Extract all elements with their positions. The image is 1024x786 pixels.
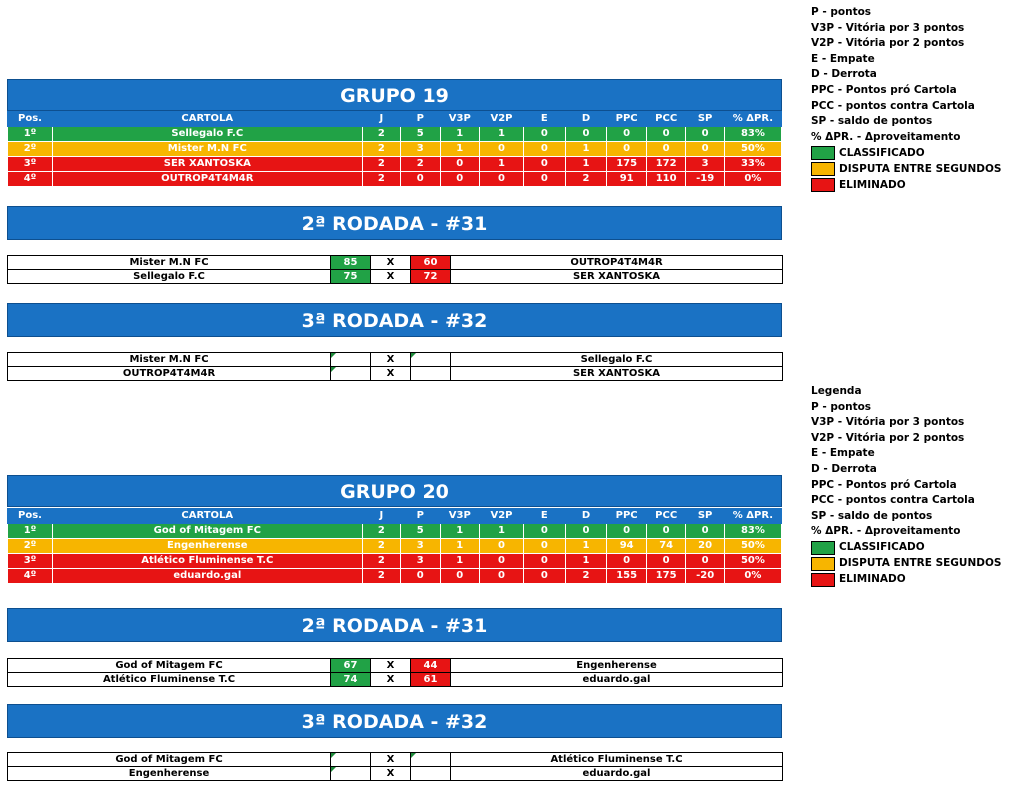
home-team: Mister M.N FC xyxy=(8,256,331,270)
home-team: Mister M.N FC xyxy=(8,353,331,367)
cell-p: 0 xyxy=(401,172,441,187)
cell-v2p: 0 xyxy=(480,172,524,187)
cell-e: 0 xyxy=(523,524,565,539)
swatch-label: DISPUTA ENTRE SEGUNDOS xyxy=(839,557,1002,570)
cell-d: 1 xyxy=(565,157,607,172)
table-row xyxy=(8,142,782,157)
col-p: P xyxy=(401,509,441,524)
group-19-round-3-title: 3ª RODADA - #32 xyxy=(7,303,782,337)
cell-v3p: 0 xyxy=(440,569,480,584)
cell-p: 5 xyxy=(401,524,441,539)
swatch-label: ELIMINADO xyxy=(839,573,906,586)
team-name: eduardo.gal xyxy=(53,569,363,584)
group-19-standings xyxy=(7,111,782,187)
home-team: Engenherense xyxy=(8,767,331,781)
versus: X xyxy=(371,673,411,687)
cell-j: 2 xyxy=(362,524,400,539)
col-v2p: V2P xyxy=(480,509,524,524)
cell-v3p: 1 xyxy=(440,142,480,157)
cell-j: 2 xyxy=(362,569,400,584)
cell-pcc: 74 xyxy=(646,539,686,554)
versus: X xyxy=(371,767,411,781)
cell-p: 5 xyxy=(401,127,441,142)
group-19-round-2-matches xyxy=(7,255,783,284)
home-team: Atlético Fluminense T.C xyxy=(8,673,331,687)
away-team: SER XANTOSKA xyxy=(451,270,783,284)
col-pos: Pos. xyxy=(8,509,53,524)
cell-apr: 50% xyxy=(724,539,781,554)
green-swatch xyxy=(811,146,835,160)
legend-item: PPC - Pontos pró Cartola xyxy=(811,478,957,491)
cell-v2p: 0 xyxy=(480,569,524,584)
home-team: OUTROP4T4M4R xyxy=(8,367,331,381)
team-name: God of Mitagem FC xyxy=(53,524,363,539)
table-row xyxy=(8,172,782,187)
cell-e: 0 xyxy=(523,569,565,584)
versus: X xyxy=(371,270,411,284)
cell-e: 0 xyxy=(523,539,565,554)
cell-e: 0 xyxy=(523,172,565,187)
cell-apr: 0% xyxy=(724,569,781,584)
legend-item: PCC - pontos contra Cartola xyxy=(811,99,975,112)
cell-v2p: 0 xyxy=(480,554,524,569)
group-19-round-2-title: 2ª RODADA - #31 xyxy=(7,206,782,240)
col-sp: SP xyxy=(686,509,724,524)
cell-p: 3 xyxy=(401,554,441,569)
match-row xyxy=(8,673,783,687)
col-d: D xyxy=(565,112,607,127)
cell-v2p: 1 xyxy=(480,127,524,142)
cell-sp: -19 xyxy=(686,172,724,187)
pos-cell: 2º xyxy=(8,142,53,157)
cell-j: 2 xyxy=(362,157,400,172)
cell-p: 3 xyxy=(401,539,441,554)
col-v3p: V3P xyxy=(440,112,480,127)
cell-pcc: 175 xyxy=(646,569,686,584)
cell-ppc: 0 xyxy=(607,554,647,569)
cell-j: 2 xyxy=(362,172,400,187)
home-team: God of Mitagem FC xyxy=(8,753,331,767)
home-score: 67 xyxy=(331,659,371,673)
legend-item: P - pontos xyxy=(811,6,872,18)
col-j: J xyxy=(362,509,400,524)
pos-cell: 4º xyxy=(8,172,53,187)
cell-sp: 20 xyxy=(686,539,724,554)
col-apr: % ΔPR. xyxy=(724,509,781,524)
cell-v3p: 1 xyxy=(440,554,480,569)
team-name: Mister M.N FC xyxy=(53,142,363,157)
col-pcc: PCC xyxy=(646,112,686,127)
cell-v3p: 1 xyxy=(440,524,480,539)
match-row xyxy=(8,256,783,270)
standings-header xyxy=(8,112,782,127)
away-score: 60 xyxy=(411,256,451,270)
home-score-empty xyxy=(331,353,371,367)
legend-item: % ΔPR. - Δproveitamento xyxy=(811,130,961,143)
legend-item: E - Empate xyxy=(811,52,875,65)
col-pcc: PCC xyxy=(646,509,686,524)
yellow-swatch xyxy=(811,557,835,571)
legend-item: % ΔPR. - Δproveitamento xyxy=(811,525,961,538)
versus: X xyxy=(371,256,411,270)
pos-cell: 1º xyxy=(8,524,53,539)
cell-pcc: 110 xyxy=(646,172,686,187)
group-20-title: GRUPO 20 xyxy=(7,475,782,507)
red-swatch xyxy=(811,573,835,587)
col-v3p: V3P xyxy=(440,509,480,524)
cell-sp: 0 xyxy=(686,142,724,157)
legend-item: SP - saldo de pontos xyxy=(811,509,933,522)
away-score: 44 xyxy=(411,659,451,673)
team-name: Engenherense xyxy=(53,539,363,554)
away-team: Sellegalo F.C xyxy=(451,353,783,367)
away-team: OUTROP4T4M4R xyxy=(451,256,783,270)
cell-d: 2 xyxy=(565,569,607,584)
cell-j: 2 xyxy=(362,142,400,157)
cell-v3p: 1 xyxy=(440,539,480,554)
legend-swatch-disputa xyxy=(811,161,1021,177)
away-score: 61 xyxy=(411,673,451,687)
table-row xyxy=(8,539,782,554)
away-score-empty xyxy=(411,367,451,381)
pos-cell: 3º xyxy=(8,157,53,172)
cell-ppc: 91 xyxy=(607,172,647,187)
cell-d: 2 xyxy=(565,172,607,187)
team-name: Sellegalo F.C xyxy=(53,127,363,142)
cell-sp: 3 xyxy=(686,157,724,172)
table-row xyxy=(8,127,782,142)
team-name: OUTROP4T4M4R xyxy=(53,172,363,187)
col-cartola: CARTOLA xyxy=(53,112,363,127)
versus: X xyxy=(371,659,411,673)
match-row xyxy=(8,767,783,781)
away-team: Atlético Fluminense T.C xyxy=(451,753,783,767)
versus: X xyxy=(371,367,411,381)
cell-v3p: 0 xyxy=(440,172,480,187)
cell-j: 2 xyxy=(362,127,400,142)
away-score-empty xyxy=(411,753,451,767)
cell-sp: 0 xyxy=(686,554,724,569)
cell-pcc: 0 xyxy=(646,142,686,157)
cell-e: 0 xyxy=(523,142,565,157)
home-score: 85 xyxy=(331,256,371,270)
swatch-label: CLASSIFICADO xyxy=(839,541,925,554)
col-sp: SP xyxy=(686,112,724,127)
cell-ppc: 0 xyxy=(607,127,647,142)
group-20-standings xyxy=(7,508,782,584)
col-d: D xyxy=(565,509,607,524)
team-name: Atlético Fluminense T.C xyxy=(53,554,363,569)
pos-cell: 1º xyxy=(8,127,53,142)
legend-swatch-classificado xyxy=(811,145,1021,161)
cell-ppc: 175 xyxy=(607,157,647,172)
legend-item: PPC - Pontos pró Cartola xyxy=(811,83,957,96)
cell-p: 3 xyxy=(401,142,441,157)
match-row xyxy=(8,753,783,767)
col-e: E xyxy=(523,112,565,127)
cell-v2p: 1 xyxy=(480,157,524,172)
match-row xyxy=(8,367,783,381)
legend-item: P - pontos xyxy=(811,400,872,413)
cell-ppc: 0 xyxy=(607,524,647,539)
cell-apr: 83% xyxy=(724,524,781,539)
legend-swatch-disputa xyxy=(811,556,1021,572)
cell-d: 0 xyxy=(565,524,607,539)
legend-title: Legenda xyxy=(811,385,862,397)
group-19-title: GRUPO 19 xyxy=(7,79,782,111)
swatch-label: DISPUTA ENTRE SEGUNDOS xyxy=(839,162,1002,175)
yellow-swatch xyxy=(811,162,835,176)
table-row xyxy=(8,554,782,569)
cell-sp: 0 xyxy=(686,127,724,142)
home-score-empty xyxy=(331,767,371,781)
home-team: God of Mitagem FC xyxy=(8,659,331,673)
group-20-round-2-matches xyxy=(7,658,783,687)
away-team: eduardo.gal xyxy=(451,767,783,781)
home-team: Sellegalo F.C xyxy=(8,270,331,284)
match-row xyxy=(8,353,783,367)
pos-cell: 4º xyxy=(8,569,53,584)
standings-header xyxy=(8,509,782,524)
legend-bottom xyxy=(811,384,1021,588)
away-score: 72 xyxy=(411,270,451,284)
cell-pcc: 0 xyxy=(646,554,686,569)
table-row xyxy=(8,157,782,172)
cell-apr: 83% xyxy=(724,127,781,142)
swatch-label: ELIMINADO xyxy=(839,178,906,191)
away-score-empty xyxy=(411,353,451,367)
cell-ppc: 155 xyxy=(607,569,647,584)
home-score: 75 xyxy=(331,270,371,284)
col-cartola: CARTOLA xyxy=(53,509,363,524)
cell-apr: 0% xyxy=(724,172,781,187)
pos-cell: 3º xyxy=(8,554,53,569)
group-20-round-3-matches xyxy=(7,752,783,781)
cell-apr: 33% xyxy=(724,157,781,172)
legend-item: D - Derrota xyxy=(811,462,877,475)
group-20-round-3-title: 3ª RODADA - #32 xyxy=(7,704,782,738)
green-swatch xyxy=(811,541,835,555)
cell-v2p: 0 xyxy=(480,142,524,157)
cell-ppc: 0 xyxy=(607,142,647,157)
table-row xyxy=(8,524,782,539)
cell-d: 1 xyxy=(565,142,607,157)
col-pos: Pos. xyxy=(8,112,53,127)
legend-item: E - Empate xyxy=(811,447,875,460)
legend-item: D - Derrota xyxy=(811,68,877,81)
red-swatch xyxy=(811,178,835,192)
versus: X xyxy=(371,353,411,367)
away-score-empty xyxy=(411,767,451,781)
col-p: P xyxy=(401,112,441,127)
cell-sp: 0 xyxy=(686,524,724,539)
col-e: E xyxy=(523,509,565,524)
col-j: J xyxy=(362,112,400,127)
versus: X xyxy=(371,753,411,767)
cell-d: 1 xyxy=(565,554,607,569)
cell-pcc: 0 xyxy=(646,127,686,142)
group-19-round-3-matches xyxy=(7,352,783,381)
away-team: eduardo.gal xyxy=(451,673,783,687)
cell-e: 0 xyxy=(523,554,565,569)
col-ppc: PPC xyxy=(607,509,647,524)
cell-e: 0 xyxy=(523,157,565,172)
legend-item: V2P - Vitória por 2 pontos xyxy=(811,431,965,444)
cell-p: 0 xyxy=(401,569,441,584)
cell-j: 2 xyxy=(362,554,400,569)
legend-item: V2P - Vitória por 2 pontos xyxy=(811,37,965,50)
col-apr: % ΔPR. xyxy=(724,112,781,127)
cell-apr: 50% xyxy=(724,142,781,157)
cell-ppc: 94 xyxy=(607,539,647,554)
cell-v2p: 1 xyxy=(480,524,524,539)
legend-swatch-eliminado xyxy=(811,177,1021,193)
home-score-empty xyxy=(331,753,371,767)
cell-p: 2 xyxy=(401,157,441,172)
away-team: SER XANTOSKA xyxy=(451,367,783,381)
legend-swatch-classificado xyxy=(811,540,1021,556)
cell-v3p: 1 xyxy=(440,127,480,142)
team-name: SER XANTOSKA xyxy=(53,157,363,172)
legend-swatch-eliminado xyxy=(811,572,1021,588)
cell-sp: -20 xyxy=(686,569,724,584)
legend-item: V3P - Vitória por 3 pontos xyxy=(811,21,965,34)
match-row xyxy=(8,659,783,673)
pos-cell: 2º xyxy=(8,539,53,554)
cell-d: 1 xyxy=(565,539,607,554)
table-row xyxy=(8,569,782,584)
swatch-label: CLASSIFICADO xyxy=(839,146,925,159)
home-score-empty xyxy=(331,367,371,381)
legend-top xyxy=(811,5,1021,193)
cell-apr: 50% xyxy=(724,554,781,569)
cell-v2p: 0 xyxy=(480,539,524,554)
away-team: Engenherense xyxy=(451,659,783,673)
cell-pcc: 0 xyxy=(646,524,686,539)
legend-item: V3P - Vitória por 3 pontos xyxy=(811,416,965,429)
legend-item: SP - saldo de pontos xyxy=(811,115,933,128)
match-row xyxy=(8,270,783,284)
cell-d: 0 xyxy=(565,127,607,142)
cell-pcc: 172 xyxy=(646,157,686,172)
cell-v3p: 0 xyxy=(440,157,480,172)
col-v2p: V2P xyxy=(480,112,524,127)
cell-j: 2 xyxy=(362,539,400,554)
group-20-round-2-title: 2ª RODADA - #31 xyxy=(7,608,782,642)
cell-e: 0 xyxy=(523,127,565,142)
col-ppc: PPC xyxy=(607,112,647,127)
legend-item: PCC - pontos contra Cartola xyxy=(811,494,975,507)
home-score: 74 xyxy=(331,673,371,687)
